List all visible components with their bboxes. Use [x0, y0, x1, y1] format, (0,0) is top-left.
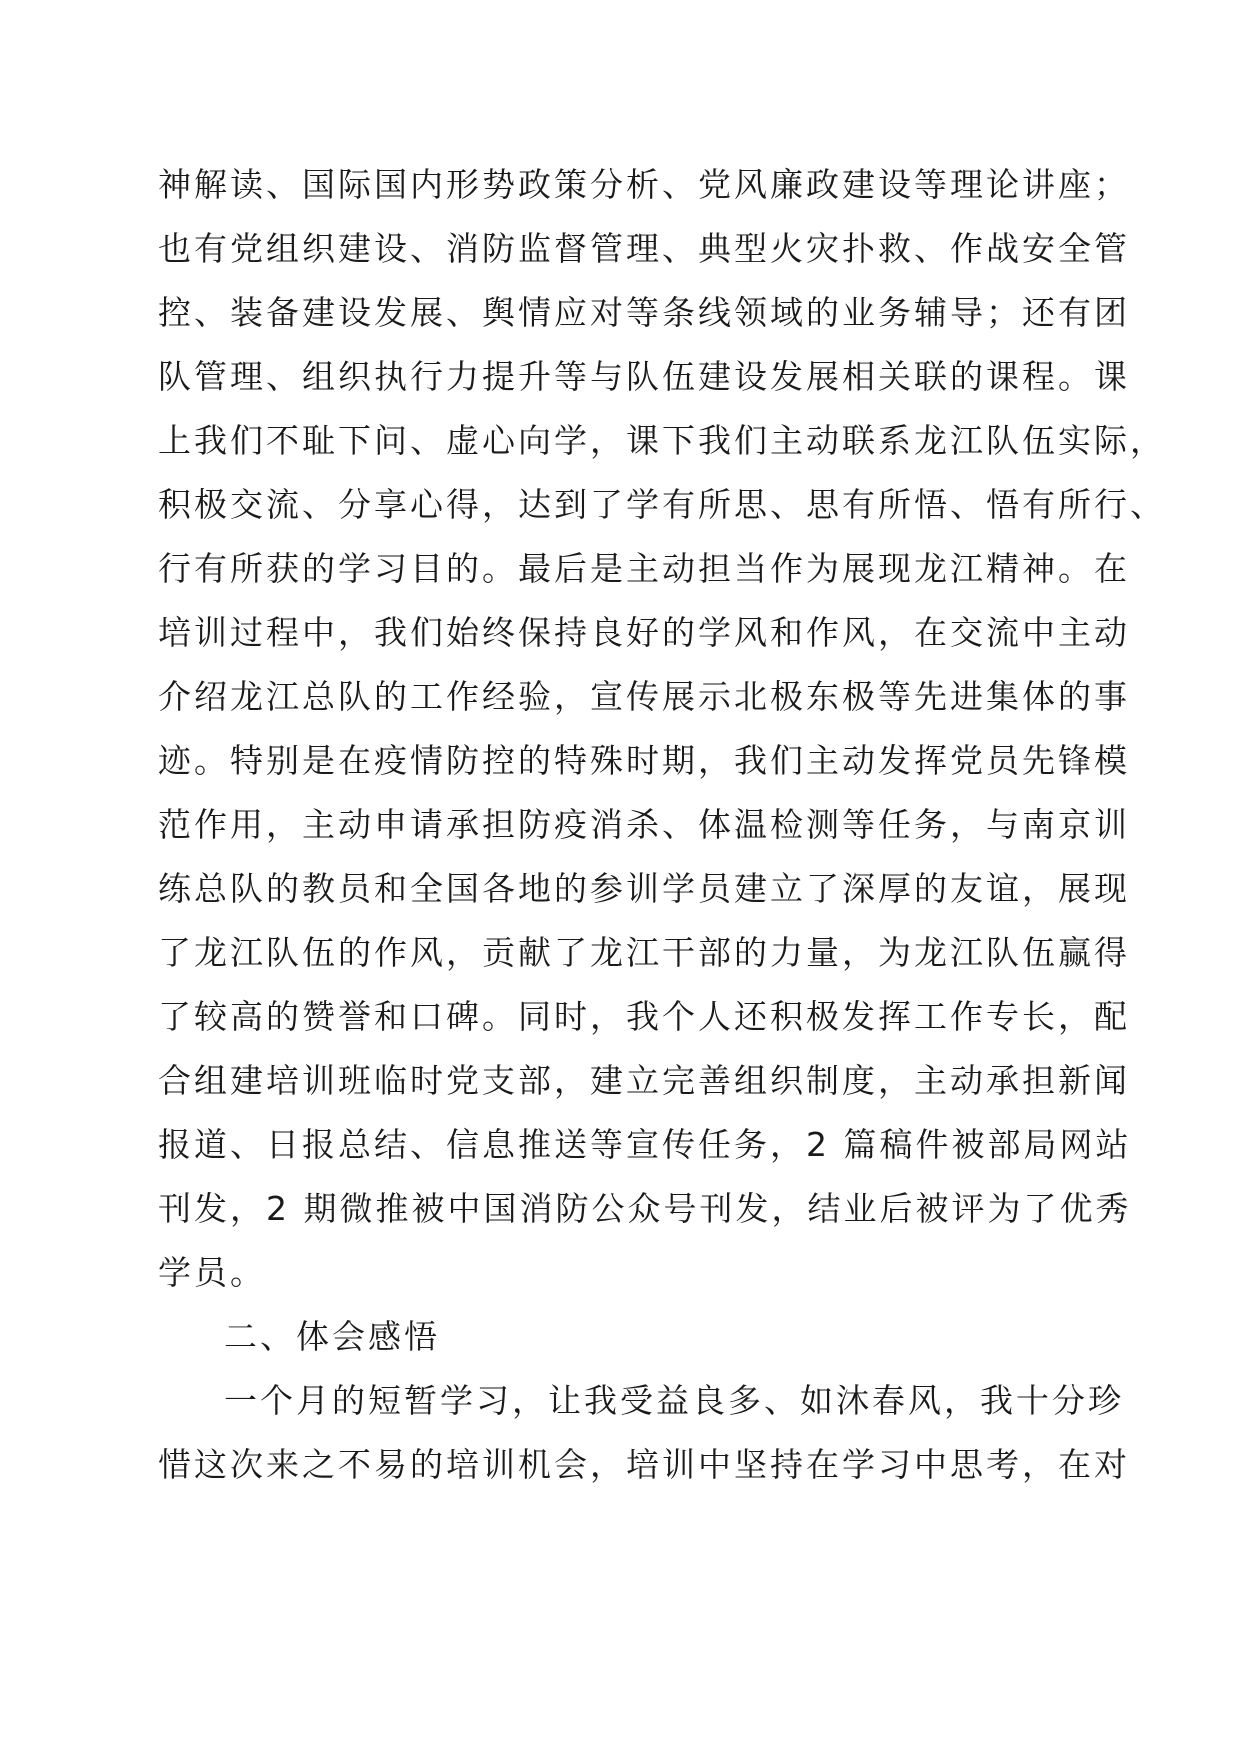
text-line: 神解读、国际国内形势政策分析、党风廉政建设等理论讲座；: [158, 165, 1130, 204]
section-heading: 二、体会感悟: [224, 1317, 440, 1356]
text-line: 介绍龙江总队的工作经验，宣传展示北极东极等先进集体的事: [158, 677, 1130, 716]
text-line: 行有所获的学习目的。最后是主动担当作为展现龙江精神。在: [158, 549, 1130, 588]
text-line: 练总队的教员和全国各地的参训学员建立了深厚的友谊，展现: [158, 869, 1130, 908]
text-line: 学员。: [158, 1253, 266, 1292]
text-line: 也有党组织建设、消防监督管理、典型火灾扑救、作战安全管: [158, 229, 1130, 268]
text-line: 了较高的赞誉和口碑。同时，我个人还积极发挥工作专长，配: [158, 997, 1130, 1036]
text-line: 了龙江队伍的作风，贡献了龙江干部的力量，为龙江队伍赢得: [158, 933, 1130, 972]
text-line: 迹。特别是在疫情防控的特殊时期，我们主动发挥党员先锋模: [158, 741, 1130, 780]
text-line: 一个月的短暂学习，让我受益良多、如沐春风，我十分珍: [224, 1381, 1124, 1420]
text-line: 合组建培训班临时党支部，建立完善组织制度，主动承担新闻: [158, 1061, 1130, 1100]
text-line: 积极交流、分享心得，达到了学有所思、思有所悟、悟有所行、: [158, 485, 1166, 524]
text-line: 报道、日报总结、信息推送等宣传任务，2 篇稿件被部局网站: [158, 1125, 1132, 1164]
text-line: 控、装备建设发展、舆情应对等条线领域的业务辅导；还有团: [158, 293, 1130, 332]
text-line: 惜这次来之不易的培训机会，培训中坚持在学习中思考，在对: [158, 1445, 1130, 1484]
text-line: 队管理、组织执行力提升等与队伍建设发展相关联的课程。课: [158, 357, 1130, 396]
text-line: 刊发，2 期微推被中国消防公众号刊发，结业后被评为了优秀: [158, 1189, 1132, 1228]
text-line: 上我们不耻下问、虚心向学，课下我们主动联系龙江队伍实际，: [158, 421, 1166, 460]
text-line: 范作用，主动申请承担防疫消杀、体温检测等任务，与南京训: [158, 805, 1130, 844]
text-line: 培训过程中，我们始终保持良好的学风和作风，在交流中主动: [158, 613, 1130, 652]
